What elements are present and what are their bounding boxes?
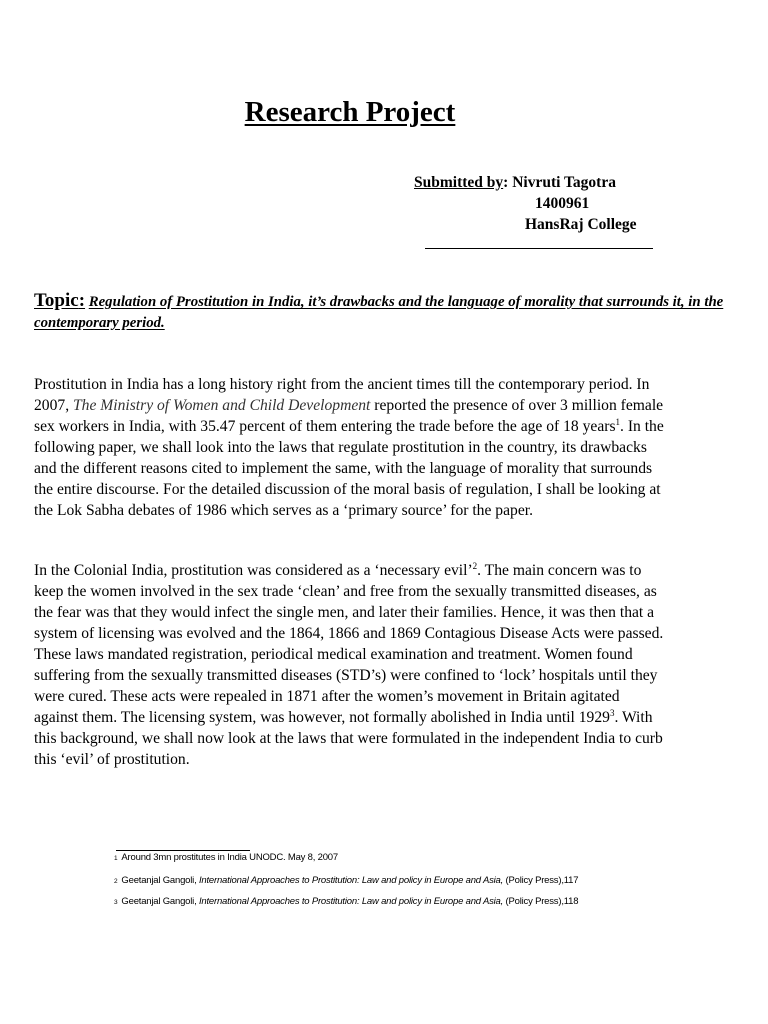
- footnote-3: [114, 896, 578, 907]
- footnote-2: [114, 875, 578, 886]
- topic-block: [34, 290, 734, 334]
- footnote-book-title: International Approaches to Prostitution: Law and policy in Europe and Asia,: [198, 896, 504, 907]
- submission-block: [414, 172, 637, 235]
- college-name: HansRaj College: [525, 216, 637, 233]
- para2-text-c: . With this background, we shall now look at the laws that were formulated in the independent India to curb this ‘evil’ of prostitution.: [34, 709, 663, 768]
- document-title: Research Project: [244, 96, 456, 128]
- roll-number: 1400961: [535, 195, 590, 212]
- footnote-separator: [116, 850, 250, 851]
- footnote-text: Around 3mn prostitutes in India UNODC. May 8, 2007: [121, 852, 338, 863]
- author-name: Nivruti Tagotra: [512, 174, 616, 191]
- submitted-by-label: Submitted by: [414, 174, 504, 191]
- footnote-1: [114, 852, 338, 863]
- footnote-ref-3[interactable]: 3: [609, 707, 615, 718]
- footnote-publisher: (Policy Press),118: [503, 896, 579, 907]
- footnote-number: 2: [114, 878, 118, 885]
- topic-label: Topic: [34, 290, 79, 311]
- submitted-by-colon: :: [503, 174, 509, 191]
- para1-text-a: Prostitution in India has a long history right from the ancient times till the contemporary period. In 2007,: [34, 376, 650, 414]
- footnote-number: 1: [114, 855, 118, 862]
- footnote-ref-1[interactable]: 1: [615, 416, 621, 427]
- topic-colon: :: [78, 290, 86, 311]
- topic-text: Regulation of Prostitution in India, it’s drawbacks and the language of morality that surrounds it, in the contemporary period.: [34, 294, 724, 331]
- footnote-number: 3: [114, 899, 118, 906]
- footnote-author: Geetanjal Gangoli,: [121, 896, 199, 907]
- body-paragraph-1: [34, 374, 664, 521]
- ministry-name: The Ministry of Women and Child Development: [72, 397, 371, 414]
- para2-text-a: In the Colonial India, prostitution was considered as a ‘necessary evil’: [34, 562, 473, 579]
- footnote-author: Geetanjal Gangoli,: [121, 875, 199, 886]
- footnote-ref-2[interactable]: 2: [472, 560, 478, 571]
- submitted-by-line: [414, 172, 637, 193]
- submission-divider: [425, 248, 653, 249]
- para1-text-b: reported the presence of over 3 million female sex workers in India, with 35.47 percent of them entering the trade before the age of 18 years: [34, 397, 664, 435]
- para2-text-b: . The main concern was to keep the women involved in the sex trade ‘clean’ and free from the sexually transmitted diseases, as the fear was that they would infect the single men, and later their families. Hence, it was then that a system of licensing was evolved and the 1864, 1866 and 1869 Contagious Disease Acts were passed. These laws mandated registration, periodical medical examination and treatment. Women found suffering from the sexually transmitted diseases (STD’s) were confined to ‘lock’ hospitals until they were cured. These acts were repealed in 1871 after the women’s movement in Britain agitated against them. The licensing system, was however, not formally abolished in India until 1929: [34, 562, 664, 726]
- para1-text-c: . In the following paper, we shall look into the laws that regulate prostitution in the country, its drawbacks and the different reasons cited to implement the same, with the language of morality that surrounds the entire discourse. For the detailed discussion of the moral basis of regulation, I shall be looking at the Lok Sabha debates of 1986 which serves as a ‘primary source’ for the paper.: [34, 418, 664, 519]
- footnote-book-title: International Approaches to Prostitution: Law and policy in Europe and Asia,: [198, 875, 504, 886]
- footnote-publisher: (Policy Press),117: [503, 875, 579, 886]
- body-paragraph-2: [34, 560, 664, 770]
